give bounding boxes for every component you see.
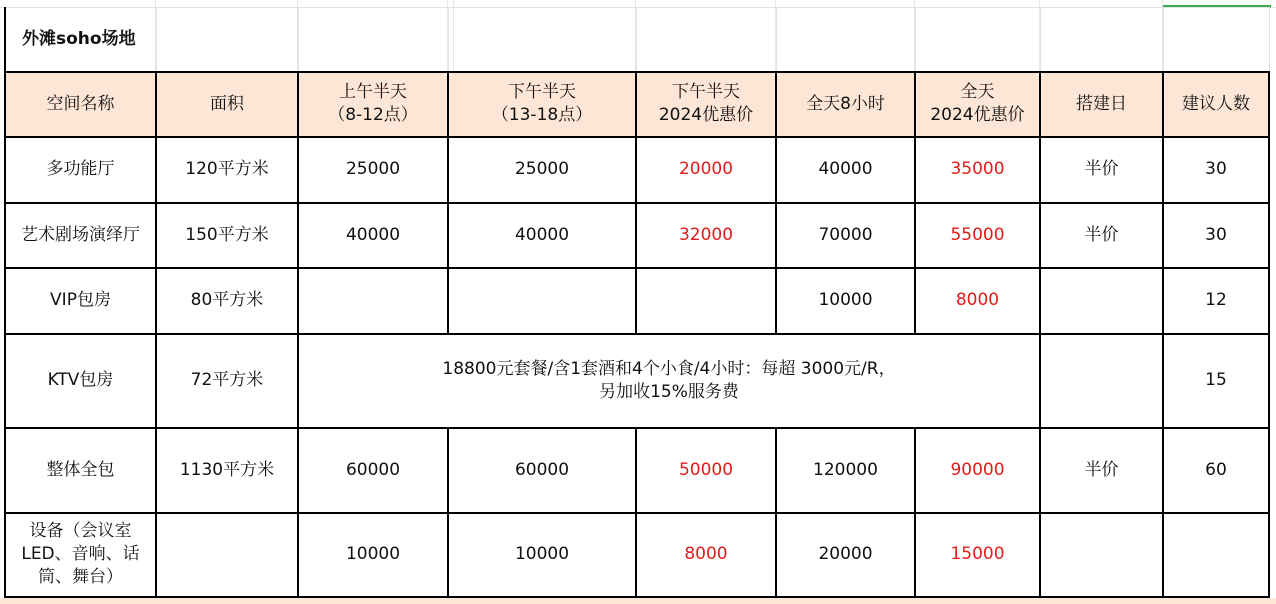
cell-setup-day[interactable] [1040,334,1163,428]
cell-full-day-discount[interactable]: 55000 [915,203,1040,268]
table-row [5,513,1269,597]
cell-afternoon-discount[interactable]: 8000 [636,513,776,597]
header-sublabel: （13-18点） [491,105,593,125]
space-name-text: 多功能厅 [46,159,115,179]
cell-area[interactable] [156,513,298,597]
cell-afternoon-discount[interactable]: 50000 [636,428,776,513]
header-label: 搭建日 [1076,93,1127,114]
cell-space-name[interactable] [5,268,156,334]
cell-people[interactable] [1163,513,1269,597]
space-name-text: KTV包房 [47,370,114,390]
cell-full-day[interactable]: 40000 [776,137,915,203]
cell-afternoon[interactable] [448,268,636,334]
empty-cell[interactable] [915,8,1040,72]
empty-cell[interactable] [636,8,776,72]
cell-full-day[interactable]: 20000 [776,513,915,597]
header-area[interactable] [156,72,298,137]
header-afternoon-discount[interactable] [636,72,776,137]
header-label: 全天 [960,82,995,102]
space-name-text: 设备（会议室 [29,521,132,541]
cell-people[interactable]: 30 [1163,203,1269,268]
cell-full-day-discount[interactable]: 15000 [915,513,1040,597]
space-name-text: 艺术剧场演绎厅 [21,224,140,245]
empty-cell[interactable] [1040,8,1163,72]
space-name-text: 整体全包 [46,459,115,480]
table-row [5,334,1269,428]
empty-cell[interactable] [156,8,298,72]
sheet-title[interactable]: 外滩soho场地 [5,8,156,72]
cell-afternoon-discount[interactable] [636,268,776,334]
cell-full-day-discount[interactable]: 35000 [915,137,1040,203]
cell-space-name[interactable] [5,428,156,513]
cell-space-name[interactable] [5,137,156,203]
cell-package-note[interactable] [298,334,1040,428]
header-label: 空间名称 [46,93,115,114]
empty-cell[interactable] [298,8,448,72]
table-row [5,137,1269,203]
cell-afternoon[interactable]: 25000 [448,137,636,203]
cell-afternoon-discount[interactable]: 32000 [636,203,776,268]
cell-full-day-discount[interactable]: 8000 [915,268,1040,334]
cell-full-day[interactable]: 70000 [776,203,915,268]
cell-setup-day[interactable]: 半价 [1040,137,1163,203]
header-people[interactable] [1163,72,1269,137]
cell-space-name[interactable] [5,203,156,268]
cell-morning[interactable]: 10000 [298,513,448,597]
package-note-line: 另加收15%服务费 [599,381,739,402]
table-row [5,428,1269,513]
cell-morning[interactable]: 25000 [298,137,448,203]
cell-space-name[interactable] [5,334,156,428]
space-name-text: VIP包房 [50,290,111,310]
cell-morning[interactable]: 60000 [298,428,448,513]
cell-area[interactable]: 120平方米 [156,137,298,203]
cell-setup-day[interactable]: 半价 [1040,203,1163,268]
cell-morning[interactable]: 40000 [298,203,448,268]
header-full-day-discount[interactable] [915,72,1040,137]
title-row [5,8,1269,72]
package-note-line: 18800元套餐/含1套酒和4个小食/4小时：每超 3000元/R， [442,358,896,379]
header-label: 建议人数 [1182,93,1250,114]
cell-space-name[interactable] [5,513,156,597]
table-row [5,203,1269,268]
empty-cell[interactable] [776,8,915,72]
space-name-text: LED、音响、话 [21,544,140,564]
cell-full-day[interactable]: 120000 [776,428,915,513]
header-label: 下午半天 [672,82,740,102]
cell-full-day-discount[interactable]: 90000 [915,428,1040,513]
header-label: 下午半天 [508,82,576,102]
cell-area[interactable]: 80平方米 [156,268,298,334]
space-name-text: 筒、舞台） [38,567,123,587]
cell-afternoon[interactable]: 60000 [448,428,636,513]
cell-afternoon[interactable]: 40000 [448,203,636,268]
cell-full-day[interactable]: 10000 [776,268,915,334]
header-label: 全天8小时 [806,93,885,114]
cell-people[interactable]: 30 [1163,137,1269,203]
empty-cell[interactable] [448,8,636,72]
cell-afternoon[interactable]: 10000 [448,513,636,597]
cell-afternoon-discount[interactable]: 20000 [636,137,776,203]
cell-area[interactable]: 1130平方米 [156,428,298,513]
header-setup-day[interactable] [1040,72,1163,137]
cell-setup-day[interactable]: 半价 [1040,428,1163,513]
next-row-strip [0,598,1276,604]
cell-people[interactable]: 12 [1163,268,1269,334]
cell-setup-day[interactable] [1040,268,1163,334]
header-label: 面积 [210,93,244,114]
header-afternoon[interactable] [448,72,636,137]
header-label: 上午半天 [339,82,407,102]
header-sublabel: 2024优惠价 [930,105,1025,125]
cell-people[interactable]: 15 [1163,334,1269,428]
header-sublabel: 2024优惠价 [658,105,754,125]
header-full-day[interactable] [776,72,915,137]
cell-area[interactable]: 72平方米 [156,334,298,428]
cell-setup-day[interactable] [1040,513,1163,597]
cell-people[interactable]: 60 [1163,428,1269,513]
header-row [5,72,1269,137]
empty-cell[interactable] [1163,8,1269,72]
header-space-name[interactable] [5,72,156,137]
pricing-table [4,7,1270,598]
cell-area[interactable]: 150平方米 [156,203,298,268]
cell-morning[interactable] [298,268,448,334]
header-morning[interactable] [298,72,448,137]
header-sublabel: （8-12点） [328,105,418,125]
table-row [5,268,1269,334]
